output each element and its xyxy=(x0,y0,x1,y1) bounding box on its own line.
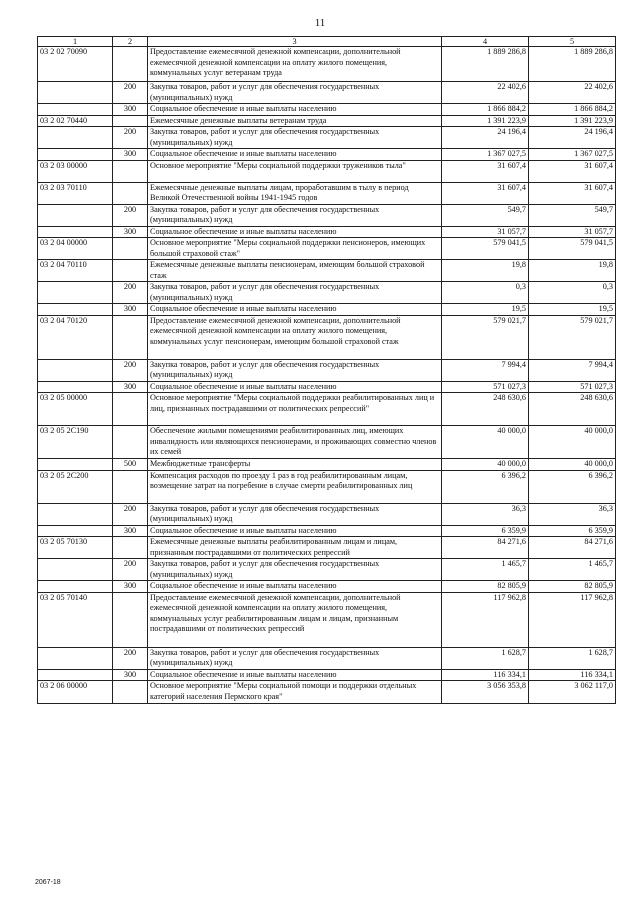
row-name: Социальное обеспечение и иные выплаты населению xyxy=(148,525,442,537)
row-code: 03 2 03 70110 xyxy=(38,182,113,204)
row-value-year1: 19,5 xyxy=(442,304,529,316)
row-value-year2: 82 805,9 xyxy=(529,581,616,593)
row-value-year1: 1 465,7 xyxy=(442,559,529,581)
row-code: 03 2 05 00000 xyxy=(38,393,113,426)
row-expense-type: 200 xyxy=(113,359,148,381)
table-row xyxy=(38,238,616,260)
row-expense-type xyxy=(113,470,148,503)
table-row xyxy=(38,426,616,459)
row-value-year1: 40 000,0 xyxy=(442,426,529,459)
row-value-year2: 6 359,9 xyxy=(529,525,616,537)
footer-code: 2067-18 xyxy=(35,879,61,886)
table-row xyxy=(38,282,616,304)
row-code: 03 2 05 2С200 xyxy=(38,470,113,503)
row-value-year2: 36,3 xyxy=(529,503,616,525)
row-expense-type xyxy=(113,592,148,647)
row-value-year1: 31 607,4 xyxy=(442,160,529,182)
row-value-year2: 31 607,4 xyxy=(529,160,616,182)
row-code: 03 2 02 70440 xyxy=(38,115,113,127)
table-row xyxy=(38,149,616,161)
row-expense-type: 300 xyxy=(113,669,148,681)
row-name: Закупка товаров, работ и услуг для обеспечения государственных (муниципальных) нужд xyxy=(148,282,442,304)
row-expense-type: 200 xyxy=(113,559,148,581)
table-row xyxy=(38,669,616,681)
row-name: Закупка товаров, работ и услуг для обеспечения государственных (муниципальных) нужд xyxy=(148,359,442,381)
row-value-year2: 40 000,0 xyxy=(529,426,616,459)
column-header: 3 xyxy=(148,37,442,47)
row-expense-type xyxy=(113,47,148,82)
row-name: Основное мероприятие "Меры социальной помощи и поддержки отдельных категорий населения Пермского края" xyxy=(148,681,442,704)
row-expense-type: 300 xyxy=(113,581,148,593)
row-code: 03 2 03 00000 xyxy=(38,160,113,182)
row-value-year1: 248 630,6 xyxy=(442,393,529,426)
row-value-year1: 116 334,1 xyxy=(442,669,529,681)
row-expense-type: 300 xyxy=(113,381,148,393)
row-name: Закупка товаров, работ и услуг для обеспечения государственных (муниципальных) нужд xyxy=(148,559,442,581)
row-code: 03 2 04 70120 xyxy=(38,315,113,359)
row-expense-type: 200 xyxy=(113,204,148,226)
row-value-year2: 84 271,6 xyxy=(529,537,616,559)
row-expense-type: 300 xyxy=(113,304,148,316)
table-row xyxy=(38,127,616,149)
row-expense-type xyxy=(113,160,148,182)
row-value-year1: 19,8 xyxy=(442,260,529,282)
table-row xyxy=(38,537,616,559)
row-code xyxy=(38,226,113,238)
row-value-year2: 19,5 xyxy=(529,304,616,316)
row-value-year2: 549,7 xyxy=(529,204,616,226)
row-value-year1: 6 359,9 xyxy=(442,525,529,537)
row-value-year1: 31 057,7 xyxy=(442,226,529,238)
row-value-year1: 24 196,4 xyxy=(442,127,529,149)
row-value-year1: 1 866 884,2 xyxy=(442,104,529,116)
row-name: Закупка товаров, работ и услуг для обеспечения государственных (муниципальных) нужд xyxy=(148,204,442,226)
table-row xyxy=(38,581,616,593)
row-value-year1: 82 805,9 xyxy=(442,581,529,593)
row-value-year1: 1 628,7 xyxy=(442,647,529,669)
row-value-year1: 1 391 223,9 xyxy=(442,115,529,127)
row-name: Ежемесячные денежные выплаты лицам, проработавшим в тылу в период Великой Отечественной войны 1941-1945 годов xyxy=(148,182,442,204)
table-row xyxy=(38,182,616,204)
row-value-year2: 6 396,2 xyxy=(529,470,616,503)
row-value-year2: 0,3 xyxy=(529,282,616,304)
row-expense-type: 500 xyxy=(113,459,148,471)
row-value-year2: 579 021,7 xyxy=(529,315,616,359)
row-expense-type: 200 xyxy=(113,647,148,669)
row-name: Социальное обеспечение и иные выплаты населению xyxy=(148,149,442,161)
row-value-year2: 1 367 027,5 xyxy=(529,149,616,161)
table-row xyxy=(38,470,616,503)
row-name: Основное мероприятие "Меры социальной поддержки реабилитированных лиц и лиц, признанных пострадавшими от политических репрессий" xyxy=(148,393,442,426)
column-header: 1 xyxy=(38,37,113,47)
row-name: Ежемесячные денежные выплаты пенсионерам, имеющим большой страховой стаж xyxy=(148,260,442,282)
table-row xyxy=(38,160,616,182)
row-code xyxy=(38,104,113,116)
row-value-year1: 1 367 027,5 xyxy=(442,149,529,161)
row-value-year1: 0,3 xyxy=(442,282,529,304)
table-row xyxy=(38,47,616,82)
column-header: 2 xyxy=(113,37,148,47)
row-expense-type xyxy=(113,681,148,704)
row-name: Социальное обеспечение и иные выплаты населению xyxy=(148,581,442,593)
table-row xyxy=(38,115,616,127)
row-value-year1: 84 271,6 xyxy=(442,537,529,559)
row-value-year2: 117 962,8 xyxy=(529,592,616,647)
table-row xyxy=(38,315,616,359)
table-row xyxy=(38,260,616,282)
table-header-row xyxy=(38,37,616,47)
row-value-year1: 579 041,5 xyxy=(442,238,529,260)
row-name: Закупка товаров, работ и услуг для обеспечения государственных (муниципальных) нужд xyxy=(148,647,442,669)
row-expense-type xyxy=(113,315,148,359)
row-name: Предоставление ежемесячной денежной компенсации, дополнительной ежемесячной денежной компенсации на оплату жилого помещения, коммунальных услуг пенсионерам, имеющим большой страховой стаж xyxy=(148,315,442,359)
table-body xyxy=(38,47,616,704)
table-row xyxy=(38,82,616,104)
row-code xyxy=(38,149,113,161)
row-value-year2: 31 057,7 xyxy=(529,226,616,238)
row-name: Межбюджетные трансферты xyxy=(148,459,442,471)
row-value-year1: 22 402,6 xyxy=(442,82,529,104)
row-name: Предоставление ежемесячной денежной компенсации, дополнительной ежемесячной денежной компенсации на оплату жилого помещения, коммунальных услуг реабилитированным лицам и лицам, признанным пострадавшими от политических репрессий xyxy=(148,592,442,647)
row-value-year2: 19,8 xyxy=(529,260,616,282)
row-value-year1: 40 000,0 xyxy=(442,459,529,471)
row-value-year2: 1 866 884,2 xyxy=(529,104,616,116)
row-expense-type xyxy=(113,426,148,459)
row-expense-type: 300 xyxy=(113,525,148,537)
budget-table xyxy=(37,36,616,704)
row-value-year2: 3 062 117,0 xyxy=(529,681,616,704)
table-row xyxy=(38,381,616,393)
table-row xyxy=(38,681,616,704)
table-row xyxy=(38,204,616,226)
row-code: 03 2 04 70110 xyxy=(38,260,113,282)
row-code xyxy=(38,581,113,593)
row-expense-type: 300 xyxy=(113,149,148,161)
row-name: Социальное обеспечение и иные выплаты населению xyxy=(148,104,442,116)
row-value-year2: 116 334,1 xyxy=(529,669,616,681)
row-name: Закупка товаров, работ и услуг для обеспечения государственных (муниципальных) нужд xyxy=(148,127,442,149)
row-value-year1: 3 056 353,8 xyxy=(442,681,529,704)
row-code xyxy=(38,459,113,471)
table-row xyxy=(38,559,616,581)
row-code: 03 2 04 00000 xyxy=(38,238,113,260)
row-expense-type: 200 xyxy=(113,82,148,104)
row-value-year2: 7 994,4 xyxy=(529,359,616,381)
row-code xyxy=(38,359,113,381)
row-name: Обеспечение жилыми помещениями реабилитированных лиц, имеющих инвалидность или являющихся пенсионерами, и проживающих совместно членов их семей xyxy=(148,426,442,459)
table-row xyxy=(38,459,616,471)
row-code: 03 2 05 70130 xyxy=(38,537,113,559)
row-code: 03 2 02 70090 xyxy=(38,47,113,82)
table-row xyxy=(38,503,616,525)
row-code: 03 2 06 00000 xyxy=(38,681,113,704)
row-value-year2: 1 465,7 xyxy=(529,559,616,581)
row-code xyxy=(38,282,113,304)
row-code xyxy=(38,503,113,525)
row-code: 03 2 05 70140 xyxy=(38,592,113,647)
row-value-year2: 571 027,3 xyxy=(529,381,616,393)
table-row xyxy=(38,525,616,537)
table-row xyxy=(38,393,616,426)
row-expense-type: 300 xyxy=(113,104,148,116)
row-value-year1: 31 607,4 xyxy=(442,182,529,204)
table-row xyxy=(38,226,616,238)
row-value-year1: 36,3 xyxy=(442,503,529,525)
row-expense-type: 200 xyxy=(113,127,148,149)
row-code xyxy=(38,127,113,149)
row-name: Социальное обеспечение и иные выплаты населению xyxy=(148,669,442,681)
row-value-year1: 6 396,2 xyxy=(442,470,529,503)
row-name: Социальное обеспечение и иные выплаты населению xyxy=(148,226,442,238)
row-value-year1: 117 962,8 xyxy=(442,592,529,647)
row-expense-type: 300 xyxy=(113,226,148,238)
row-expense-type xyxy=(113,393,148,426)
row-value-year2: 1 391 223,9 xyxy=(529,115,616,127)
page-number: 11 xyxy=(314,17,326,29)
row-code: 03 2 05 2С190 xyxy=(38,426,113,459)
row-code xyxy=(38,381,113,393)
row-value-year1: 549,7 xyxy=(442,204,529,226)
row-code xyxy=(38,204,113,226)
row-value-year1: 579 021,7 xyxy=(442,315,529,359)
row-value-year2: 248 630,6 xyxy=(529,393,616,426)
row-value-year2: 22 402,6 xyxy=(529,82,616,104)
row-value-year1: 1 889 286,8 xyxy=(442,47,529,82)
row-name: Закупка товаров, работ и услуг для обеспечения государственных (муниципальных) нужд xyxy=(148,503,442,525)
row-expense-type xyxy=(113,115,148,127)
row-expense-type: 200 xyxy=(113,282,148,304)
row-value-year2: 40 000,0 xyxy=(529,459,616,471)
row-name: Основное мероприятие "Меры социальной поддержки пенсионеров, имеющих большой страховой стаж" xyxy=(148,238,442,260)
table-row xyxy=(38,359,616,381)
row-expense-type xyxy=(113,537,148,559)
row-value-year1: 571 027,3 xyxy=(442,381,529,393)
row-name: Компенсация расходов по проезду 1 раз в год реабилитированным лицам, возмещение затрат на погребение в случае смерти реабилитированных лиц xyxy=(148,470,442,503)
column-header: 4 xyxy=(442,37,529,47)
row-value-year2: 579 041,5 xyxy=(529,238,616,260)
row-code xyxy=(38,669,113,681)
row-value-year2: 1 889 286,8 xyxy=(529,47,616,82)
row-name: Закупка товаров, работ и услуг для обеспечения государственных (муниципальных) нужд xyxy=(148,82,442,104)
row-code xyxy=(38,82,113,104)
row-code xyxy=(38,647,113,669)
table-row xyxy=(38,647,616,669)
row-name: Социальное обеспечение и иные выплаты населению xyxy=(148,381,442,393)
row-expense-type: 200 xyxy=(113,503,148,525)
row-name: Социальное обеспечение и иные выплаты населению xyxy=(148,304,442,316)
row-name: Ежемесячные денежные выплаты ветеранам труда xyxy=(148,115,442,127)
table-row xyxy=(38,592,616,647)
row-code xyxy=(38,525,113,537)
row-code xyxy=(38,559,113,581)
row-expense-type xyxy=(113,260,148,282)
row-value-year2: 31 607,4 xyxy=(529,182,616,204)
row-value-year2: 24 196,4 xyxy=(529,127,616,149)
row-expense-type xyxy=(113,238,148,260)
row-code xyxy=(38,304,113,316)
table-row xyxy=(38,104,616,116)
row-value-year2: 1 628,7 xyxy=(529,647,616,669)
table-row xyxy=(38,304,616,316)
row-name: Основное мероприятие "Меры социальной поддержки тружеников тыла" xyxy=(148,160,442,182)
row-expense-type xyxy=(113,182,148,204)
column-header: 5 xyxy=(529,37,616,47)
row-name: Предоставление ежемесячной денежной компенсации, дополнительной ежемесячной денежной компенсации на оплату жилого помещения, коммунальных услуг ветеранам труда xyxy=(148,47,442,82)
row-name: Ежемесячные денежные выплаты реабилитированным лицам и лицам, признанным пострадавшими от политических репрессий xyxy=(148,537,442,559)
row-value-year1: 7 994,4 xyxy=(442,359,529,381)
